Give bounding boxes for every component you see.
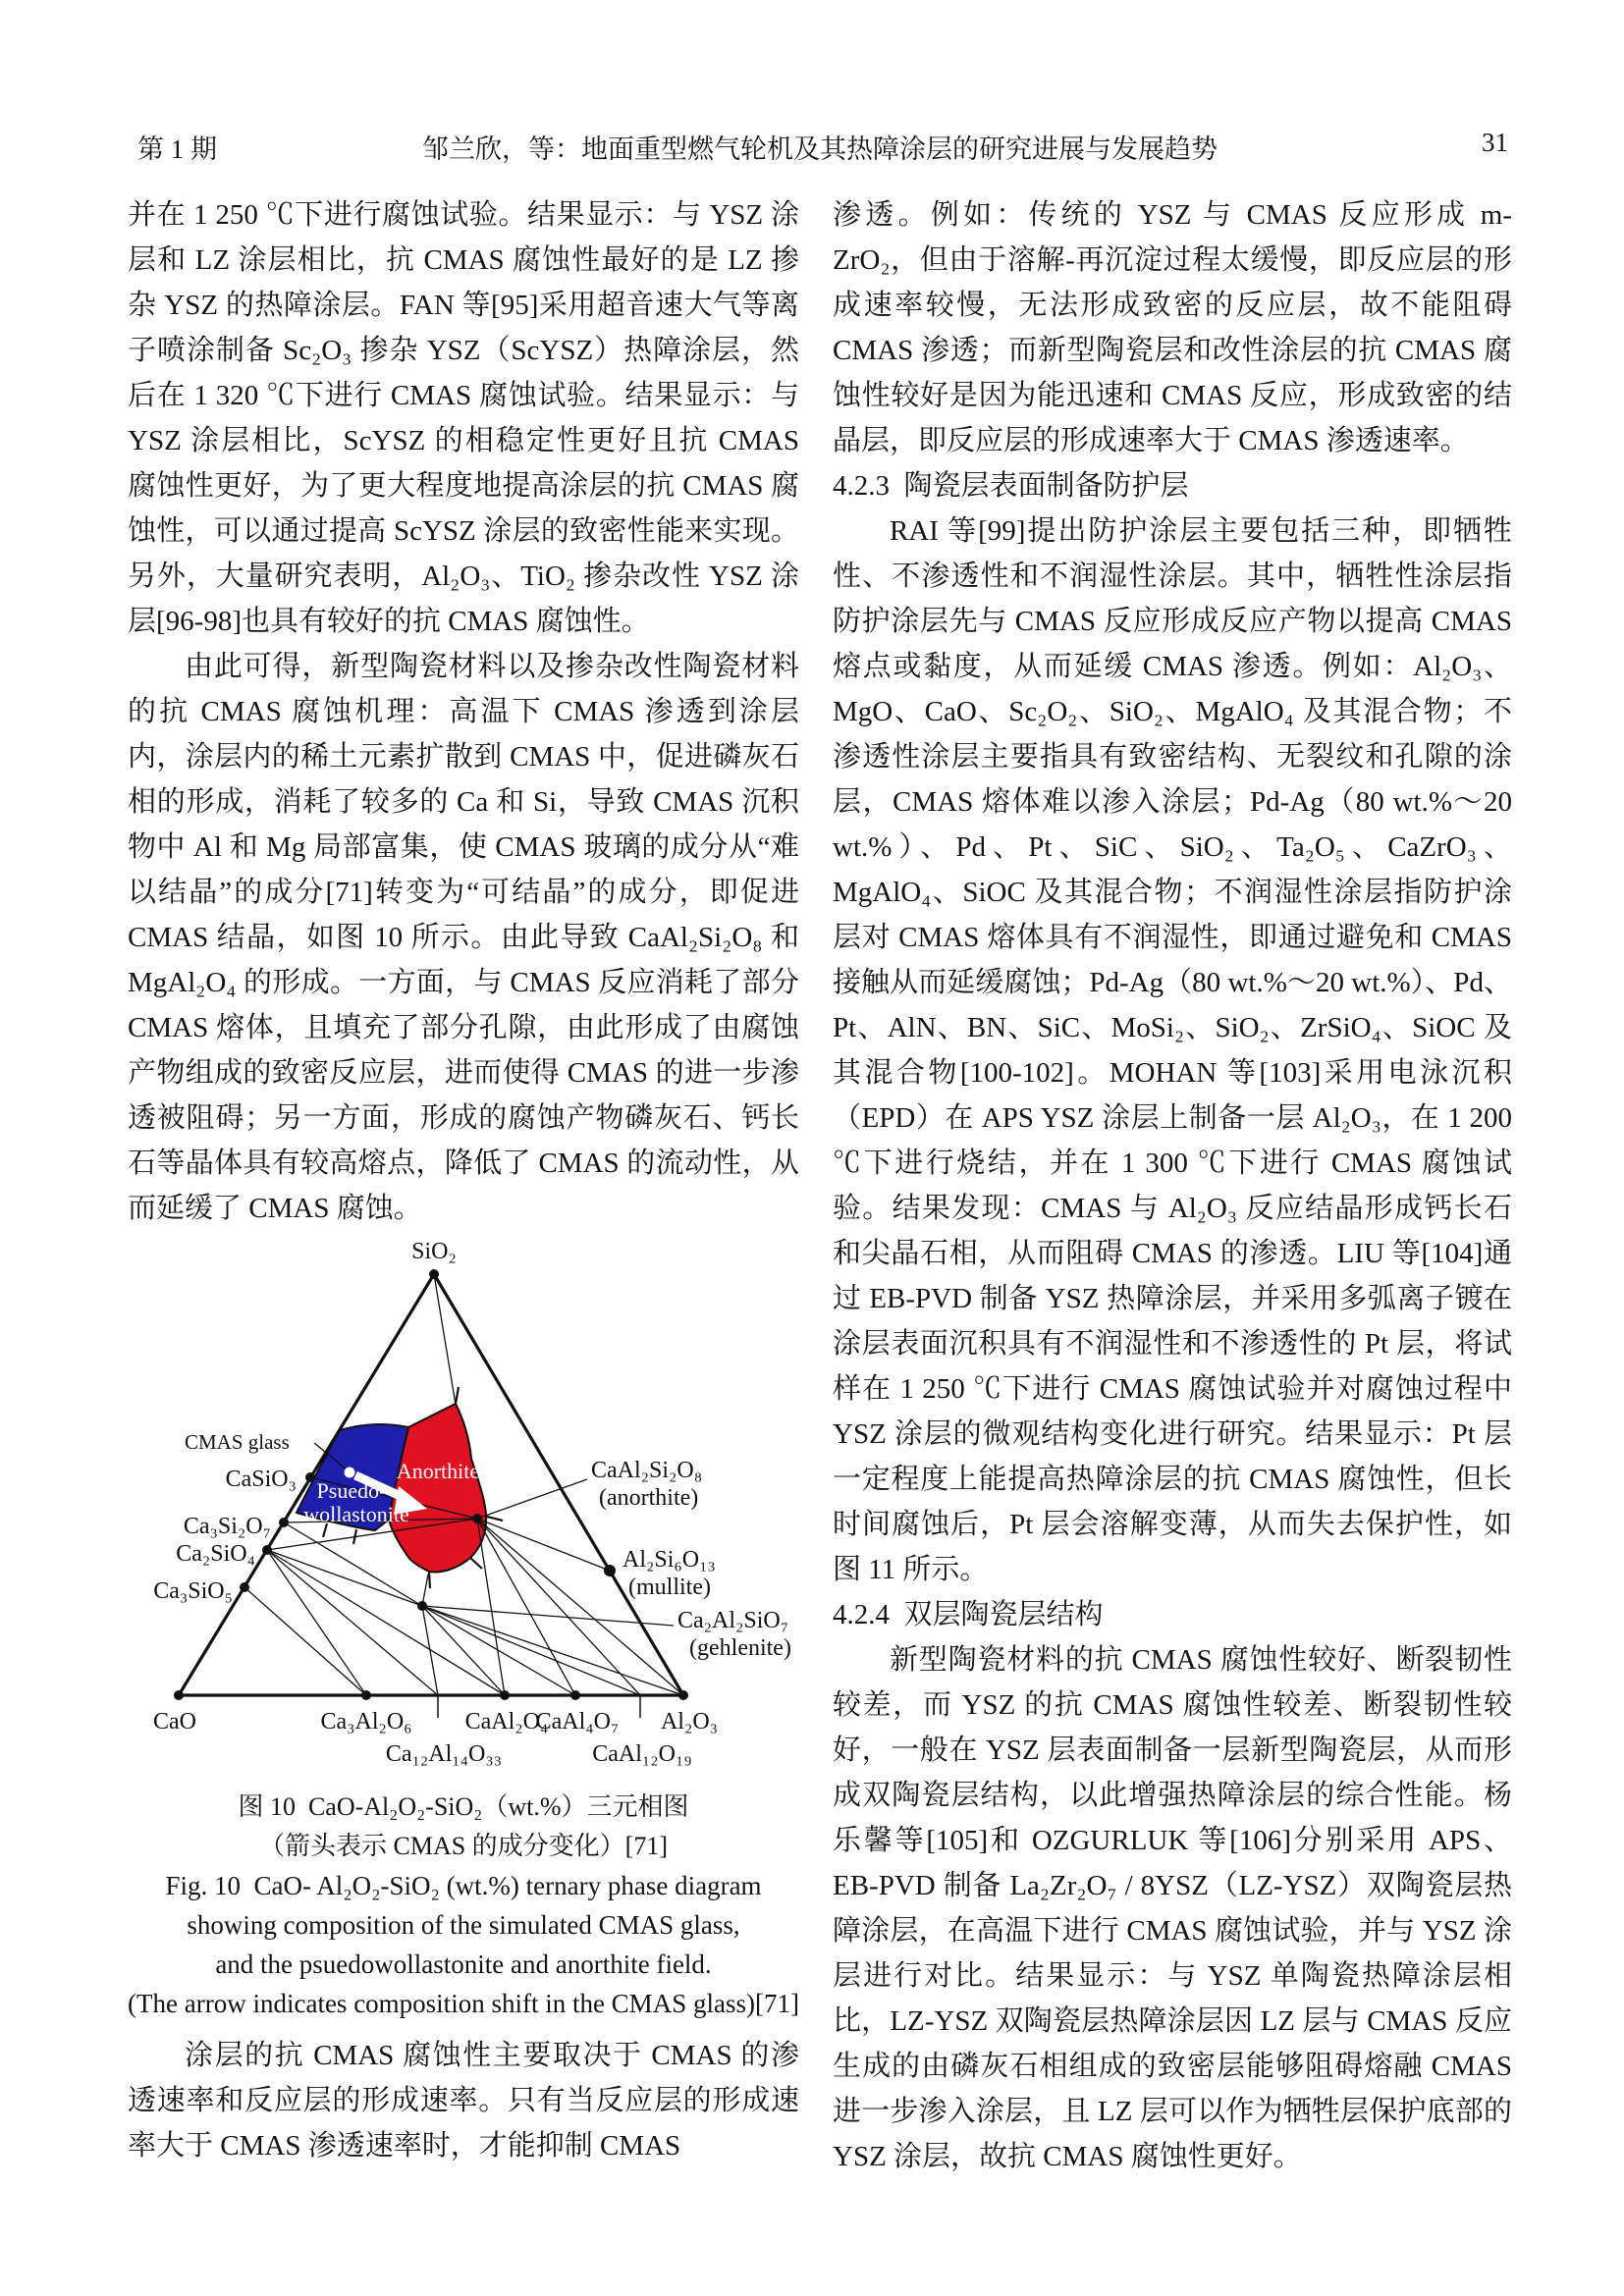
caption-en-line4: (The arrow indicates composition shift in the CMAS glass)[71] bbox=[128, 1989, 799, 2018]
label-ca3sio5: Ca₃SiO₅ bbox=[153, 1578, 233, 1604]
label-casio3: CaSiO₃ bbox=[225, 1467, 297, 1492]
figure-10-ternary-diagram bbox=[128, 1237, 799, 1786]
label-caal2o4: CaAl₂O₄ bbox=[464, 1709, 549, 1735]
right-paragraph-1: 渗透。例如：传统的 YSZ 与 CMAS 反应形成 m-ZrO₂，但由于溶解-再沉淀过程太缓慢，即反应层的形成速率较慢，无法形成致密的反应层，故不能阻碍 CMAS 渗透；而新型陶瓷层和改性涂层的抗 CMAS 腐蚀性较好是因为能迅速和 CMAS 反应，形成致密的结晶层，即反应层的形成速率大于 CMAS 渗透速率。 bbox=[833, 199, 1512, 456]
left-paragraph-3: 涂层的抗 CMAS 腐蚀性主要取决于 CMAS 的渗透速率和反应层的形成速率。只有当反应层的形成速率大于 CMAS 渗透速率时，才能抑制 CMAS bbox=[128, 2040, 799, 2162]
label-gehlenite-name: (gehlenite) bbox=[689, 1635, 791, 1661]
page-number: 31 bbox=[1482, 128, 1508, 157]
right-paragraph-2: RAI 等[99]提出防护涂层主要包括三种，即牺牲性、不渗透性和不润湿性涂层。其中，牺牲性涂层指防护涂层先与 CMAS 反应形成反应产物以提高 CMAS 熔点或黏度，从而延缓 CMAS 渗透。例如：Al₂O₃、MgO、CaO、Sc₂O₂、SiO₂、MgAlO₄ 及其混合物；不渗透性涂层主要指具有致密结构、无裂纹和孔隙的涂层，CMAS 熔体难以渗入涂层；Pd-Ag（80 wt.%～20 wt.%）、Pd、Pt、SiC、SiO₂、Ta₂O₅、CaZrO₃、MgAlO₄、SiOC 及其混合物；不润湿性涂层指防护涂层对 CMAS 熔体具有不润湿性，即通过避免和 CMAS 接触从而延缓腐蚀；Pd-Ag（80 wt.%～20 wt.%）、Pd、Pt、AlN、BN、SiC、MoSi₂、SiO₂、ZrSiO₄、SiOC 及其混合物[100-102]。MOHAN 等[103]采用电泳沉积（EPD）在 APS YSZ 涂层上制备一层 Al₂O₃，在 1 200 ℃下进行烧结，并在 1 300 ℃下进行 CMAS 腐蚀试验。结果发现：CMAS 与 Al₂O₃ 反应结晶形成钙长石和尖晶石相，从而阻碍 CMAS 的渗透。LIU 等[104]通过 EB-PVD 制备 YSZ 热障涂层，并采用多弧离子镀在涂层表面沉积具有不润湿性和不渗透性的 Pt 层，将试样在 1 250 ℃下进行 CMAS 腐蚀试验并对腐蚀过程中 YSZ 涂层的微观结构变化进行研究。结果显示：Pt 层一定程度上能提高热障涂层的抗 CMAS 腐蚀性，但长时间腐蚀后，Pt 层会溶解变薄，从而失去保护性，如图 11 所示。 bbox=[833, 515, 1512, 1585]
ternary-phase-diagram bbox=[128, 1237, 799, 1772]
label-al2o3: Al₂O₃ bbox=[660, 1709, 719, 1735]
label-anorthite-region: Anorthite bbox=[396, 1459, 480, 1483]
figure-caption bbox=[128, 1788, 799, 2023]
label-ca12al14o33: Ca₁₂Al₁₄O₃₃ bbox=[385, 1741, 503, 1767]
label-caal4o7: CaAl₄O₇ bbox=[535, 1709, 620, 1735]
label-sio2: SiO₂ bbox=[411, 1239, 457, 1264]
label-caal12o19: CaAl₁₂O₁₉ bbox=[592, 1741, 692, 1767]
caption-cn-line2: （箭头表示 CMAS 的成分变化）[71] bbox=[258, 1832, 668, 1860]
left-column bbox=[128, 192, 799, 2168]
section-heading-4-2-3: 4.2.3 陶瓷层表面制备防护层 bbox=[833, 470, 1189, 502]
journal-issue: 第 1 期 bbox=[137, 134, 217, 164]
label-ca3al2o6: Ca₃Al₂O₆ bbox=[320, 1709, 412, 1735]
label-anorthite-formula: CaAl₂Si₂O₈ bbox=[591, 1458, 703, 1483]
left-paragraph-2: 由此可得，新型陶瓷材料以及掺杂改性陶瓷材料的抗 CMAS 腐蚀机理：高温下 CMAS 渗透到涂层内，涂层内的稀土元素扩散到 CMAS 中，促进磷灰石相的形成，消耗了较多的 Ca 和 Si，导致 CMAS 沉积物中 Al 和 Mg 局部富集，使 CMAS 玻璃的成分从“难以结晶”的成分[71]转变为“可结晶”的成分，即促进 CMAS 结晶，如图 10 所示。由此导致 CaAl₂Si₂O₈ 和 MgAl₂O₄ 的形成。一方面，与 CMAS 反应消耗了部分 CMAS 熔体，且填充了部分孔隙，由此形成了由腐蚀产物组成的致密反应层，进而使得 CMAS 的进一步渗透被阻碍；另一方面，形成的腐蚀产物磷灰石、钙长石等晶体具有较高熔点，降低了 CMAS 的流动性，从而延缓了 CMAS 腐蚀。 bbox=[128, 651, 799, 1224]
label-ca2sio4: Ca₂SiO₄ bbox=[176, 1541, 255, 1567]
left-paragraph-1: 并在 1 250 ℃下进行腐蚀试验。结果显示：与 YSZ 涂层和 LZ 涂层相比，抗 CMAS 腐蚀性最好的是 LZ 掺杂 YSZ 的热障涂层。FAN 等[95]采用超音速大气等离子喷涂制备 Sc₂O₃ 掺杂 YSZ（ScYSZ）热障涂层，然后在 1 320 ℃下进行 CMAS 腐蚀试验。结果显示：与 YSZ 涂层相比，ScYSZ 的相稳定性更好且抗 CMAS 腐蚀性更好，为了更大程度地提高涂层的抗 CMAS 腐蚀性，可以通过提高 ScYSZ 涂层的致密性能来实现。另外，大量研究表明，Al₂O₃、TiO₂ 掺杂改性 YSZ 涂层[96-98]也具有较好的抗 CMAS 腐蚀性。 bbox=[128, 199, 799, 637]
label-anorthite-name: (anorthite) bbox=[599, 1485, 699, 1511]
caption-en-line3: and the psuedowollastonite and anorthite field. bbox=[215, 1949, 712, 1979]
right-paragraph-3: 新型陶瓷材料的抗 CMAS 腐蚀性较好、断裂韧性较差，而 YSZ 的抗 CMAS 腐蚀性较差、断裂韧性较好，一般在 YSZ 层表面制备一层新型陶瓷层，从而形成双陶瓷层结构，以此增强热障涂层的综合性能。杨乐馨等[105]和 OZGURLUK 等[106]分别采用 APS、EB-PVD 制备 La₂Zr₂O₇ / 8YSZ（LZ-YSZ）双陶瓷层热障涂层，在高温下进行 CMAS 腐蚀试验，并与 YSZ 涂层进行对比。结果显示：与 YSZ 单陶瓷热障涂层相比，LZ-YSZ 双陶瓷层热障涂层因 LZ 层与 CMAS 反应生成的由磷灰石相组成的致密层能够阻碍熔融 CMAS 进一步渗入涂层，且 LZ 层可以作为牺牲层保护底部的 YSZ 涂层，故抗 CMAS 腐蚀性更好。 bbox=[833, 1644, 1512, 2172]
label-gehlenite-formula: Ca₂Al₂SiO₇ bbox=[677, 1608, 789, 1633]
section-heading-4-2-4: 4.2.4 双层陶瓷层结构 bbox=[833, 1599, 1104, 1630]
page-header bbox=[128, 128, 1512, 167]
label-cao: CaO bbox=[153, 1709, 196, 1735]
label-mullite-name: (mullite) bbox=[628, 1575, 711, 1600]
running-title: 邹兰欣，等：地面重型燃气轮机及其热障涂层的研究进展与发展趋势 bbox=[422, 134, 1218, 164]
label-cmas-glass: CMAS glass bbox=[185, 1430, 290, 1454]
label-mullite-formula: Al₂Si₆O₁₃ bbox=[623, 1547, 716, 1573]
label-wollastonite-line1: Psuedo- bbox=[316, 1478, 387, 1503]
caption-en-line2: showing composition of the simulated CMAS glass, bbox=[187, 1910, 740, 1940]
label-wollastonite-line2: wollastonite bbox=[303, 1502, 409, 1526]
caption-en-line1: Fig. 10 CaO- Al₂O₂-SiO₂ (wt.%) ternary phase diagram bbox=[165, 1871, 762, 1900]
right-column bbox=[833, 192, 1512, 2179]
caption-cn-line1: 图 10 CaO-Al₂O₂-SiO₂（wt.%）三元相图 bbox=[238, 1792, 689, 1821]
cmas-glass-point bbox=[345, 1468, 355, 1478]
label-ca3si2o7: Ca₃Si₂O₇ bbox=[183, 1514, 271, 1539]
